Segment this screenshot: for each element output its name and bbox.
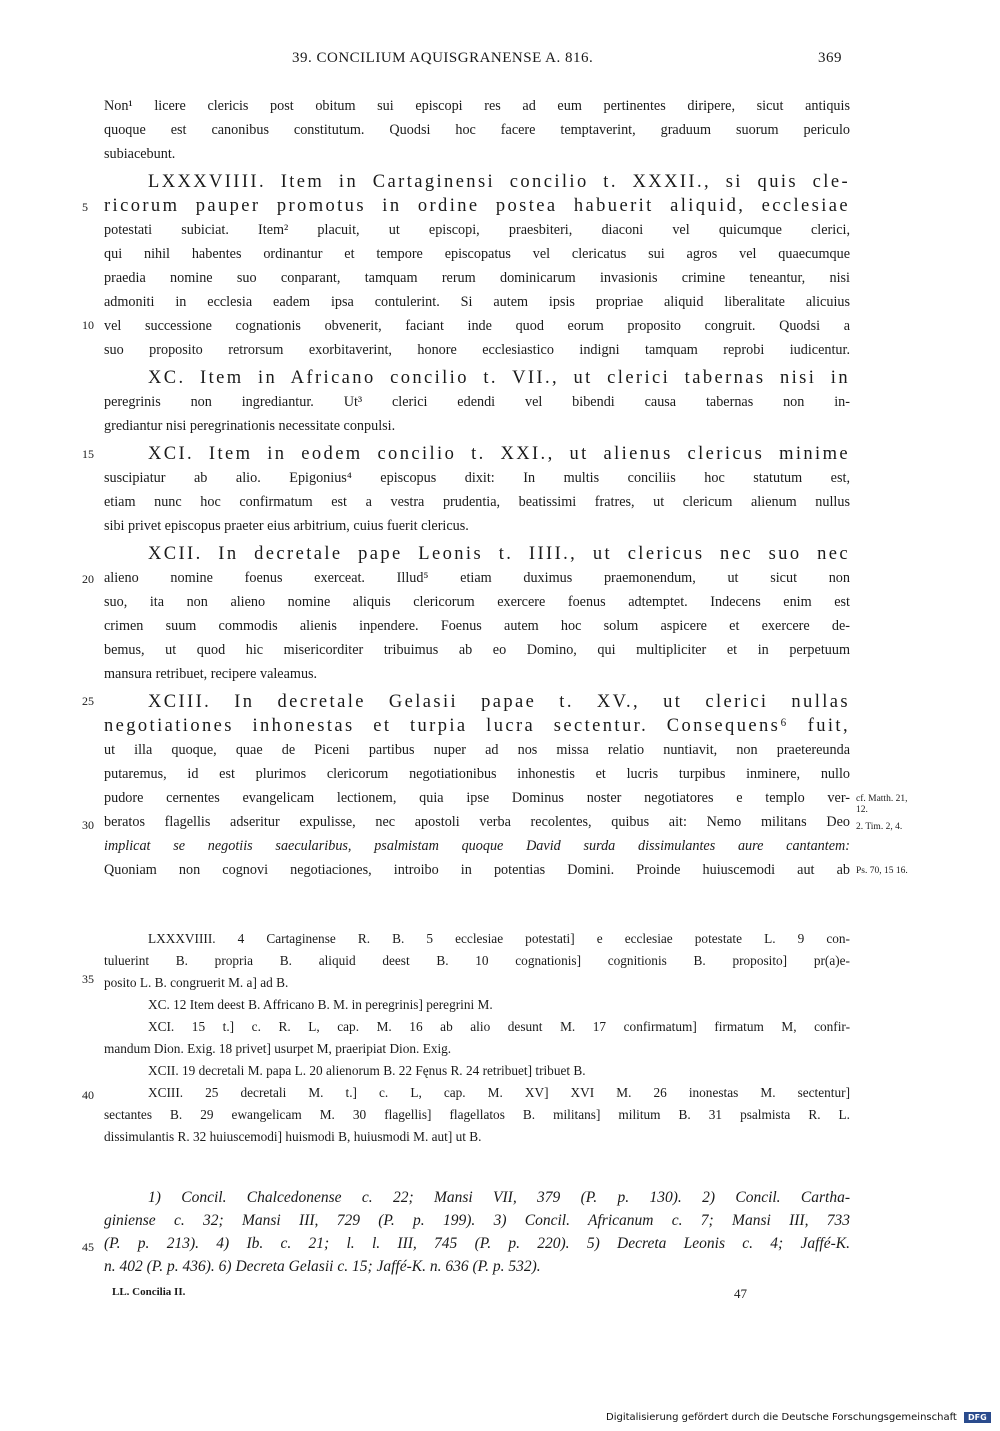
text-line: Non¹ licere clericis post obitum sui episcopi res ad eum pertinentes diripere, sicut antiquis <box>104 98 850 114</box>
apparatus-line: XC. 12 Item deest B. Affricano B. M. in peregrinis] peregrini M. <box>148 997 493 1012</box>
footnote-line: giniense c. 32; Mansi III, 729 (P. p. 199). 3) Concil. Africanum c. 7; Mansi III, 733 <box>104 1212 850 1229</box>
text-line: suscipiatur ab alio. Epigonius⁴ episcopus dixit: In multis conciliis hoc statutum est, <box>104 470 850 486</box>
line-number: 20 <box>82 572 94 586</box>
apparatus-line: posito L. B. congruerit M. a] ad B. <box>104 975 289 990</box>
text-line: sibi privet episcopus praeter eius arbitrium, cuius fuerit clericus. <box>104 518 469 534</box>
margin-reference: cf. Matth. 21, 12. <box>856 794 908 815</box>
text-line: crimen suum commodis alienis inpendere. Foenus autem hoc solum aspicere et exercere de- <box>104 618 850 634</box>
chapter-heading: negotiationes inhonestas et turpia lucra sectentur. Consequens⁶ fuit, <box>104 716 850 736</box>
text-line: suo proposito retrorsum exorbitaverint, honore ecclesiastico indigni tamquam reprobi iudicentur. <box>104 342 850 358</box>
line-number: 45 <box>82 1240 94 1254</box>
footnote-line: 1) Concil. Chalcedonense c. 22; Mansi VII, 379 (P. p. 130). 2) Concil. Cartha- <box>148 1189 850 1206</box>
text-line: putaremus, id est plurimos clericorum negotiationibus inhonestis et lucris turpibus inminere, nullo <box>104 766 850 782</box>
chapter-93 <box>104 690 850 882</box>
chapter-heading: ricorum pauper promotus in ordine postea habuerit aliquid, ecclesiae <box>104 196 850 216</box>
page-number: 369 <box>818 50 842 66</box>
text-line: pudore cernentes evangelicam lectionem, quia ipse Dominus noster negotiatores e templo ver- <box>104 790 850 806</box>
critical-apparatus <box>104 928 850 1148</box>
text-line: beratos flagellis adseritur expulisse, nec apostoli verba recolentes, quibus ait: Nemo militans Deo <box>104 814 850 830</box>
margin-reference: Ps. 70, 15 16. <box>856 866 908 876</box>
margin-reference: 2. Tim. 2, 4. <box>856 822 903 832</box>
running-title: 39. CONCILIUM AQUISGRANENSE A. 816. <box>292 50 594 66</box>
text-line: bemus, ut quod hic misericorditer tribuimus ab eo Domino, qui multipliciter et in perpetuum <box>104 642 850 658</box>
text-line: subiacebunt. <box>104 146 176 162</box>
chapter-91 <box>104 442 850 538</box>
chapter-89 <box>104 170 850 362</box>
chapter-heading: XC. Item in Africano concilio t. VII., ut clerici tabernas nisi in <box>148 368 850 388</box>
apparatus-line: LXXXVIIII. 4 Cartaginense R. B. 5 ecclesiae potestati] e ecclesiae potestate L. 9 con- <box>148 931 850 946</box>
footnote-line: n. 402 (P. p. 436). 6) Decreta Gelasii c. 15; Jaffé-K. n. 636 (P. p. 532). <box>104 1258 541 1275</box>
text-line: ut illa quoque, quae de Piceni partibus nuper ad nos missa relatio nuntiavit, non praetereunda <box>104 742 850 758</box>
text-line: grediantur nisi peregrinationis necessitate conpulsi. <box>104 418 396 434</box>
intro-paragraph <box>104 94 850 166</box>
footnote-line: (P. p. 213). 4) Ib. c. 21; l. l. III, 745 (P. p. 220). 5) Decreta Leonis c. 4; Jaffé-K. <box>104 1235 850 1252</box>
chapter-92 <box>104 542 850 686</box>
sheet-signature: LL. Concilia II. <box>112 1286 186 1298</box>
text-line: mansura retribuet, recipere valeamus. <box>104 666 318 682</box>
chapter-90 <box>104 366 850 438</box>
text-line: suo, ita non alieno nomine aliquis clericorum exercere foenus adtemptet. Indecens enim est <box>104 594 850 610</box>
text-line: praedia nomine suo conparant, tamquam rerum dominicarum invasionis crimine teneantur, nisi <box>104 270 850 286</box>
line-number: 35 <box>82 972 94 986</box>
dfg-logo-icon: DFG <box>964 1412 991 1423</box>
text-line: potestati subiciat. Item² placuit, ut episcopi, praesbiteri, diaconi vel quicumque clerici, <box>104 222 850 238</box>
line-number: 25 <box>82 694 94 708</box>
text-line: peregrinis non ingrediantur. Ut³ clerici edendi vel bibendi causa tabernas non in- <box>104 394 850 410</box>
apparatus-line: XCIII. 25 decretali M. t.] c. L, cap. M. XV] XVI M. 26 inonestas M. sectentur] <box>148 1085 850 1100</box>
text-line: quoque est canonibus constitutum. Quodsi hoc facere temptaverint, graduum suorum periculo <box>104 122 850 138</box>
text-line: admoniti in ecclesia eadem ipsa contulerint. Si autem ipsis propriae aliquid liberalitate alicuius <box>104 294 850 310</box>
apparatus-line: dissimulantis R. 32 huiuscemodi] huismodi B, huiusmodi M. aut] ut B. <box>104 1129 482 1144</box>
text-line: Quoniam non cognovi negotiaciones, introibo in potentias Domini. Proinde huiuscemodi aut ab <box>104 862 850 878</box>
apparatus-line: mandum Dion. Exig. 18 privet] usurpet M, praeripiat Dion. Exig. <box>104 1041 452 1056</box>
apparatus-line: sectantes B. 29 ewangelicam M. 30 flagellis] flagellatos B. militans] militum B. 31 psalmista R. L. <box>104 1107 850 1122</box>
sheet-number: 47 <box>734 1286 747 1301</box>
line-number: 10 <box>82 318 94 332</box>
text-line: implicat se negotiis saecularibus, psalmistam quoque David surda dissimulantes aure cantantem: <box>104 838 850 854</box>
text-line: etiam nunc hoc confirmatum est a vestra prudentia, beatissimi fratres, ut clericum alienum nullus <box>104 494 850 510</box>
line-number: 5 <box>82 200 88 214</box>
apparatus-line: XCI. 15 t.] c. R. L, cap. M. 16 ab alio desunt M. 17 confirmatum] firmatum M, confir- <box>148 1019 850 1034</box>
chapter-heading: XCI. Item in eodem concilio t. XXI., ut alienus clericus minime <box>148 444 850 464</box>
chapter-heading: XCIII. In decretale Gelasii papae t. XV., ut clerici nullas <box>148 692 850 712</box>
banner-text: Digitalisierung gefördert durch die Deutsche Forschungsgemeinschaft <box>606 1412 957 1423</box>
digitization-banner <box>606 1412 991 1423</box>
line-number: 40 <box>82 1088 94 1102</box>
chapter-heading: XCII. In decretale pape Leonis t. IIII., ut clericus nec suo nec <box>148 544 850 564</box>
footnotes <box>104 1186 850 1278</box>
apparatus-line: XCII. 19 decretali M. papa L. 20 alienorum B. 22 Fęnus R. 24 retribuet] tribuet B. <box>148 1063 586 1078</box>
text-line: vel successione cognationis obvenerit, faciant inde quod eorum proposito congruit. Quodsi a <box>104 318 850 334</box>
text-line: qui nihil habentes ordinantur et tempore episcopatus vel clericatus sui agros vel quaecumque <box>104 246 850 262</box>
apparatus-line: tuluerint B. propria B. aliquid deest B. 10 cognationis] cognitionis B. proposito] pr(a)e- <box>104 953 850 968</box>
line-number: 15 <box>82 447 94 461</box>
line-number: 30 <box>82 818 94 832</box>
chapter-heading: LXXXVIIII. Item in Cartaginensi concilio t. XXXII., si quis cle- <box>148 172 850 192</box>
text-line: alieno nomine foenus exerceat. Illud⁵ etiam duximus praemonendum, ut sicut non <box>104 570 850 586</box>
